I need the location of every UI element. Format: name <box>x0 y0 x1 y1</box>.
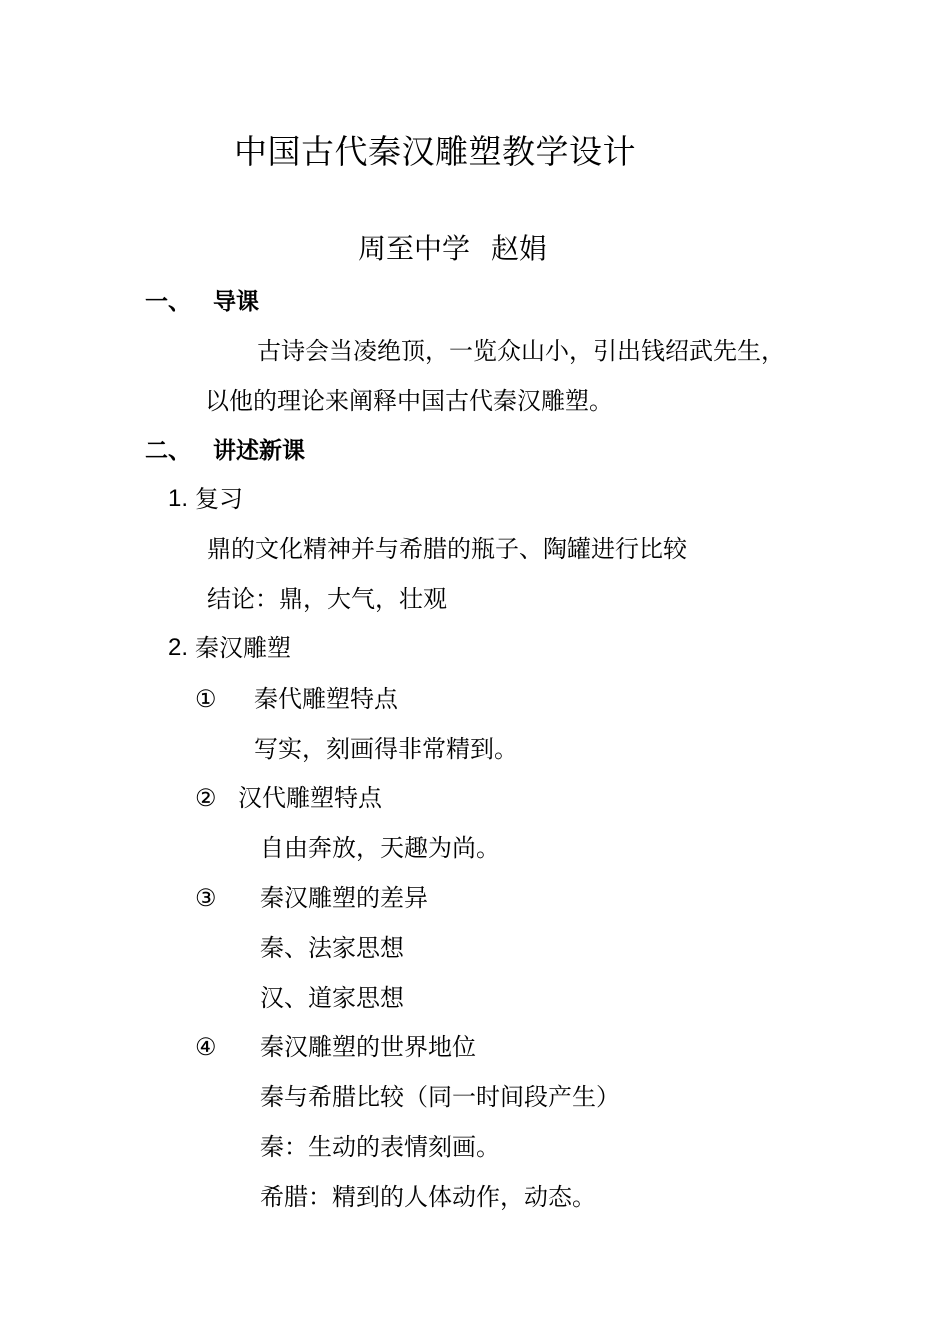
section2-number: 二、 <box>145 438 191 464</box>
section1-number: 一、 <box>145 289 191 315</box>
sub4-label: 秦汉雕塑的世界地位 <box>260 1033 476 1061</box>
sub1-marker: ① <box>195 685 217 713</box>
section2-heading: 讲述新课 <box>213 438 305 464</box>
sub3-text2: 汉、道家思想 <box>260 984 404 1012</box>
sub2-label: 汉代雕塑特点 <box>238 784 382 812</box>
sub2-text: 自由奔放，天趣为尚。 <box>260 834 500 862</box>
sub1-text: 写实，刻画得非常精到。 <box>254 735 518 763</box>
page-title: 中国古代秦汉雕塑教学设计 <box>234 132 636 171</box>
sub3-marker: ③ <box>195 884 217 912</box>
sub4-text3: 希腊：精到的人体动作，动态。 <box>260 1183 596 1211</box>
sub4-text2: 秦：生动的表情刻画。 <box>260 1133 500 1161</box>
sub3-label: 秦汉雕塑的差异 <box>260 884 428 912</box>
section1-paragraph-line2: 以他的理论来阐释中国古代秦汉雕塑。 <box>205 387 613 415</box>
section1-heading: 导课 <box>213 289 259 315</box>
sub2-marker: ② <box>195 784 217 812</box>
item2-label: 秦汉雕塑 <box>195 634 291 662</box>
item2-number: 2. <box>168 634 189 661</box>
section1-paragraph-line1: 古诗会当凌绝顶，一览众山小，引出钱绍武先生， <box>257 337 785 365</box>
item1-line2: 结论：鼎，大气，壮观 <box>207 585 447 613</box>
item1-label: 复习 <box>195 485 243 513</box>
sub1-label: 秦代雕塑特点 <box>254 685 398 713</box>
item1-number: 1. <box>168 485 189 512</box>
item1-line1: 鼎的文化精神并与希腊的瓶子、陶罐进行比较 <box>207 535 687 563</box>
author-line: 周至中学 赵娟 <box>358 232 547 265</box>
sub4-text1: 秦与希腊比较（同一时间段产生） <box>260 1083 620 1111</box>
sub3-text1: 秦、法家思想 <box>260 934 404 962</box>
sub4-marker: ④ <box>195 1033 217 1061</box>
